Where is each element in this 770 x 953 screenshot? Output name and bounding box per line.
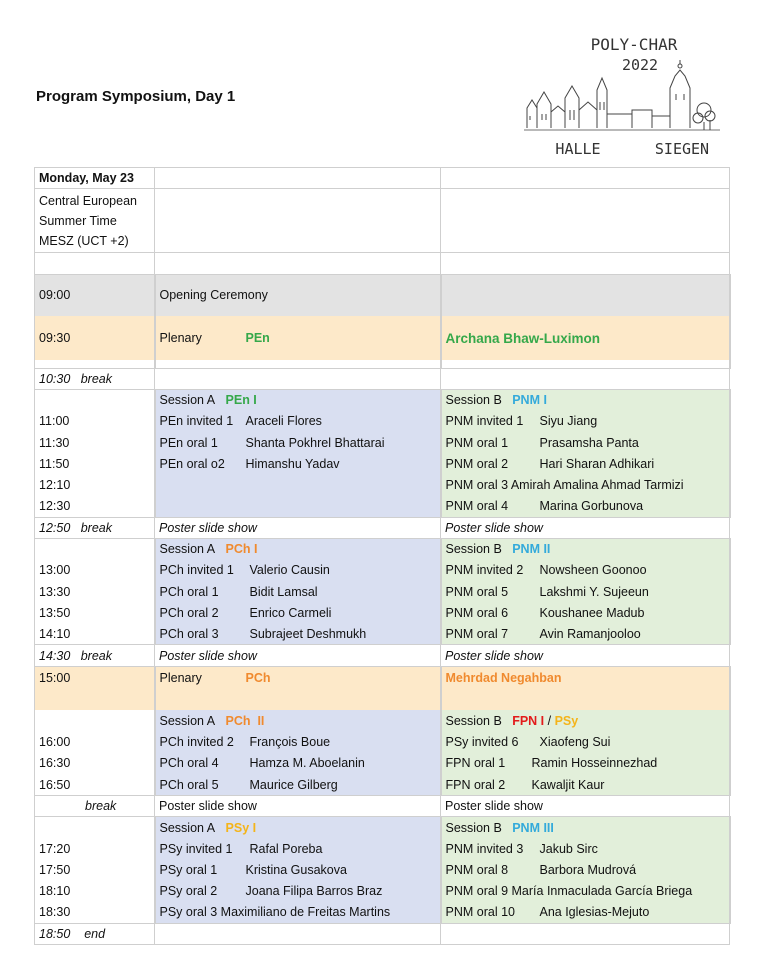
speaker-a: Shanta Pokhrel Bhattarai: [245, 435, 385, 450]
talk-row: [35, 838, 730, 859]
talk-type-b: PNM oral 8: [445, 862, 509, 877]
logo-left-city: HALLE: [555, 140, 601, 158]
talk-row: [35, 602, 730, 623]
time-cell: 13:00: [35, 560, 155, 581]
poster-slide-b: Poster slide show: [441, 645, 730, 666]
talk-type-a: PSy oral 1: [159, 862, 218, 877]
plenary-row: [35, 666, 730, 710]
timezone-line-3: MESZ (UCT +2): [39, 233, 129, 248]
poly-char-logo: [522, 30, 722, 160]
spacer-row: [35, 360, 730, 368]
speaker-a: François Boue: [249, 735, 331, 750]
talk-type-a: PCh invited 2: [159, 735, 234, 750]
opening-row: [35, 274, 730, 316]
session-b-code-2: PSy: [554, 713, 579, 728]
talk-row: [35, 902, 730, 923]
opening-label: Opening Ceremony: [155, 274, 441, 316]
time-cell: 18:30: [35, 902, 155, 923]
end-row: [35, 923, 730, 944]
speaker-b: Avin Ramanjooloo: [539, 627, 641, 642]
talk-type-b: PNM invited 2: [445, 563, 524, 578]
session-header-row: [35, 817, 730, 838]
talk-type-b: FPN oral 2: [445, 777, 506, 792]
time-cell: 09:00: [35, 274, 155, 316]
speaker-a: Maximiliano de Freitas Martins: [220, 905, 391, 920]
session-a-code: PCh II: [225, 713, 265, 728]
session-b-code: PNM III: [512, 820, 554, 835]
talk-type-b: FPN oral 1: [445, 756, 506, 771]
talk-type-b: PNM oral 5: [445, 584, 509, 599]
logo-title: POLY-CHAR: [590, 35, 678, 54]
speaker-a: Araceli Flores: [245, 414, 322, 429]
talk-row: [35, 432, 730, 453]
talk-type-a: PCh oral 3: [159, 627, 219, 642]
end-label: end: [84, 926, 106, 941]
session-b-code: PNM II: [512, 542, 551, 557]
talk-row: [35, 560, 730, 581]
speaker-a: Hamza M. Aboelanin: [249, 756, 365, 771]
time-cell: 11:50: [35, 453, 155, 474]
time-cell: 15:00: [35, 666, 155, 710]
timezone-line-2: Summer Time: [39, 213, 117, 228]
break-row: [35, 517, 730, 538]
time-cell: 13:30: [35, 581, 155, 602]
time-cell: 18:10: [35, 881, 155, 902]
session-a-code: PSy I: [225, 820, 257, 835]
speaker-a: Himanshu Yadav: [245, 456, 340, 471]
talk-type-a: PEn oral o2: [159, 456, 225, 471]
speaker-b: Amirah Amalina Ahmad Tarmizi: [510, 478, 684, 493]
plenary-speaker: Archana Bhaw-Luximon: [445, 330, 601, 346]
talk-row: [35, 774, 730, 795]
session-a-code: PCh I: [225, 542, 258, 557]
plenary-speaker: Mehrdad Negahban: [445, 670, 562, 685]
speaker-a: Joana Filipa Barros Braz: [245, 884, 383, 899]
talk-type-a: PEn invited 1: [159, 414, 234, 429]
talk-row: [35, 732, 730, 753]
time-cell: 14:10: [35, 624, 155, 645]
page-title: Program Symposium, Day 1: [36, 88, 236, 105]
talk-type-a: PCh oral 1: [159, 584, 219, 599]
session-header-row: [35, 389, 730, 410]
poster-slide-b: Poster slide show: [441, 795, 730, 816]
time-cell: 10:30: [39, 371, 71, 386]
speaker-a: Enrico Carmeli: [249, 606, 332, 620]
plenary-code: PEn: [245, 331, 270, 346]
talk-type-b: PNM oral 2: [445, 456, 509, 471]
speaker-b: Marina Gorbunova: [539, 499, 644, 514]
speaker-a: Bidit Lamsal: [249, 584, 318, 599]
talk-row: [35, 581, 730, 602]
timezone-row: [35, 189, 730, 253]
poster-slide-a: Poster slide show: [155, 645, 441, 666]
talk-type-b: PNM invited 1: [445, 414, 524, 429]
talk-type-a: PSy oral 2: [159, 884, 218, 899]
talk-type-b: PNM oral 1: [445, 435, 509, 450]
break-label: break: [80, 648, 112, 663]
speaker-b: Lakshmi Y. Sujeeun: [539, 584, 649, 599]
speaker-b: Ramin Hosseinnezhad: [531, 756, 658, 771]
session-header-row: [35, 710, 730, 731]
talk-type-a: PSy oral 3: [159, 905, 218, 920]
speaker-a: Rafal Poreba: [249, 841, 323, 856]
time-cell: 17:50: [35, 859, 155, 880]
session-a-label: Session A: [159, 393, 216, 408]
time-cell: 16:00: [35, 732, 155, 753]
talk-row: [35, 411, 730, 432]
break-row: [35, 645, 730, 666]
time-cell: 13:50: [35, 602, 155, 623]
time-cell: 12:50: [39, 520, 71, 535]
session-separator: /: [544, 713, 555, 728]
plenary-code: PCh: [245, 670, 271, 685]
session-a-label: Session A: [159, 713, 216, 728]
speaker-a: Subrajeet Deshmukh: [249, 627, 367, 642]
session-b-code: FPN I: [512, 713, 545, 728]
speaker-b: Nowsheen Goonoo: [539, 563, 647, 578]
poster-slide-a: Poster slide show: [155, 517, 441, 538]
speaker-a: Valerio Causin: [249, 563, 330, 578]
talk-row: [35, 753, 730, 774]
talk-type-b: PNM invited 3: [445, 841, 524, 856]
talk-type-a: PCh oral 4: [159, 756, 219, 771]
talk-type-b: PNM oral 7: [445, 627, 509, 642]
speaker-b: Ana Iglesias-Mejuto: [539, 905, 650, 920]
speaker-b: Koushanee Madub: [539, 606, 645, 620]
poster-slide-b: Poster slide show: [441, 517, 730, 538]
talk-row: [35, 859, 730, 880]
header-row: [35, 168, 730, 189]
timezone-line-1: Central European: [39, 193, 137, 208]
talk-type-b: PNM oral 9: [445, 884, 509, 899]
session-b-label: Session B: [445, 542, 502, 557]
poster-slide-a: Poster slide show: [155, 795, 441, 816]
talk-row: [35, 453, 730, 474]
talk-type-a: PEn oral 1: [159, 435, 218, 450]
talk-type-b: PNM oral 4: [445, 499, 509, 514]
talk-row: [35, 624, 730, 645]
plenary-label: Plenary: [159, 331, 202, 346]
schedule-table: [34, 167, 731, 945]
talk-type-a: PCh oral 2: [159, 606, 219, 620]
talk-row: [35, 881, 730, 902]
time-cell: 16:30: [35, 753, 155, 774]
talk-type-b: PNM oral 3: [445, 478, 509, 493]
break-row: [35, 795, 730, 816]
time-cell: 11:30: [35, 432, 155, 453]
talk-type-b: PNM oral 10: [445, 905, 515, 920]
time-cell: 11:00: [35, 411, 155, 432]
session-b-label: Session B: [445, 713, 502, 728]
talk-row: [35, 496, 730, 517]
logo-year: 2022: [621, 56, 659, 74]
session-a-code: PEn I: [225, 393, 257, 408]
session-header-row: [35, 538, 730, 559]
time-cell: 18:50: [39, 926, 71, 941]
talk-type-b: PNM oral 6: [445, 606, 509, 620]
speaker-b: Barbora Mudrová: [539, 862, 637, 877]
talk-row: [35, 475, 730, 496]
speaker-b: Hari Sharan Adhikari: [539, 456, 655, 471]
speaker-b: Xiaofeng Sui: [539, 735, 611, 750]
speaker-b: María Inmaculada García Briega: [511, 884, 693, 899]
talk-type-a: PCh invited 1: [159, 563, 234, 578]
break-label: break: [80, 520, 112, 535]
plenary-label: Plenary: [159, 670, 202, 685]
time-cell: 09:30: [35, 316, 155, 360]
talk-type-b: PSy invited 6: [445, 735, 519, 750]
session-a-label: Session A: [159, 820, 216, 835]
plenary-row: [35, 316, 730, 360]
break-label: break: [35, 795, 155, 816]
break-row: [35, 368, 730, 389]
time-cell: 14:30: [39, 648, 71, 663]
time-cell: 12:30: [35, 496, 155, 517]
speaker-a: Kristina Gusakova: [245, 862, 347, 877]
session-a-label: Session A: [159, 542, 216, 557]
session-b-label: Session B: [445, 820, 502, 835]
session-b-code: PNM I: [512, 393, 547, 408]
talk-type-a: PCh oral 5: [159, 777, 219, 792]
session-b-label: Session B: [445, 393, 502, 408]
speaker-b: Siyu Jiang: [539, 414, 598, 429]
speaker-b: Prasamsha Panta: [539, 435, 639, 450]
spacer-row: [35, 253, 730, 274]
speaker-b: Jakub Sirc: [539, 841, 598, 856]
logo-right-city: SIEGEN: [654, 140, 710, 158]
time-cell: 12:10: [35, 475, 155, 496]
break-label: break: [80, 371, 112, 386]
day-label: Monday, May 23: [35, 168, 155, 189]
speaker-b: Kawaljit Kaur: [531, 777, 605, 792]
talk-type-a: PSy invited 1: [159, 841, 233, 856]
speaker-a: Maurice Gilberg: [249, 777, 338, 792]
time-cell: 17:20: [35, 838, 155, 859]
time-cell: 16:50: [35, 774, 155, 795]
